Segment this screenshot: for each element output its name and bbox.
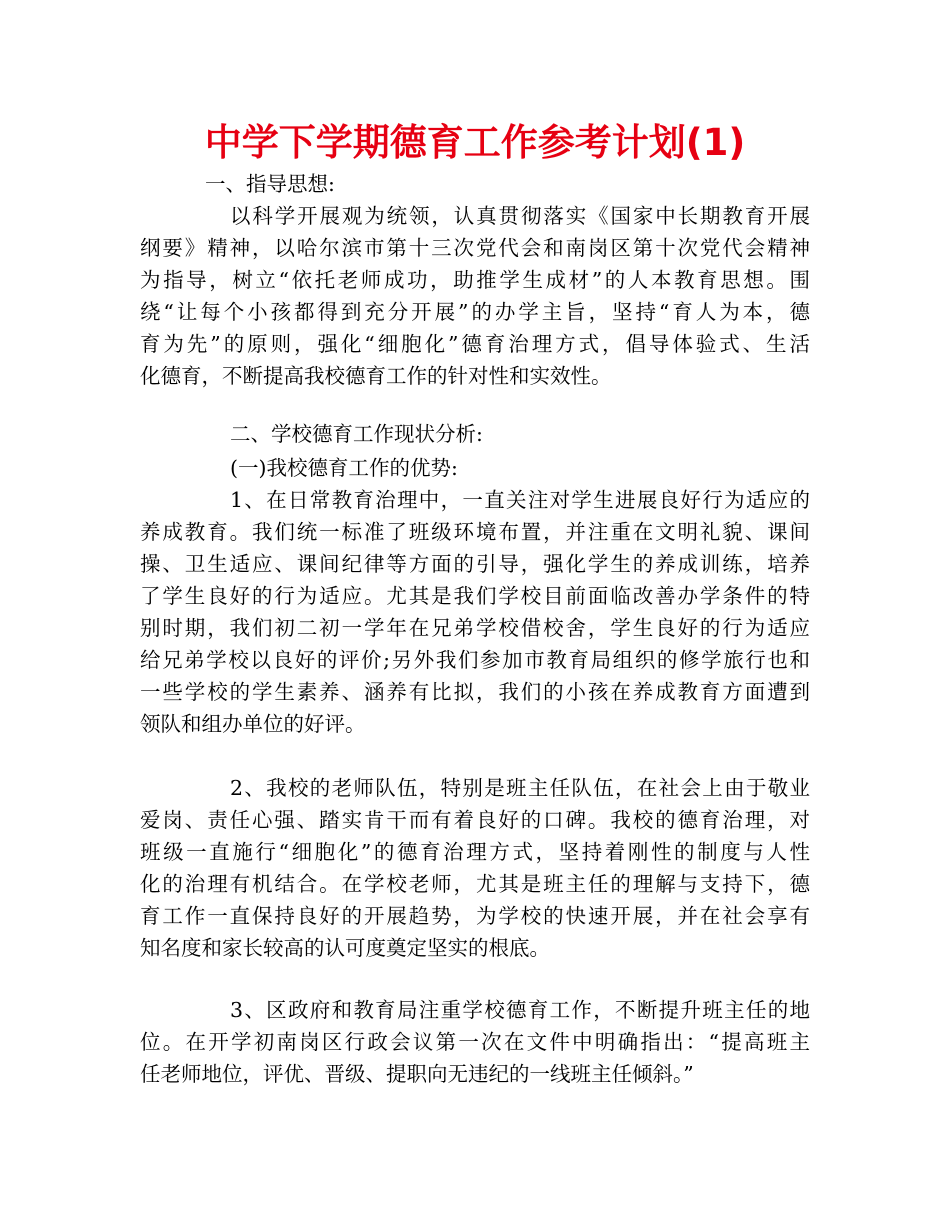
text-line: 养成教育。我们统一标准了班级环境布置，并注重在文明礼貌、课间 xyxy=(140,520,810,544)
text-line: 育工作一直保持良好的开展趋势，为学校的快速开展，并在社会享有 xyxy=(140,904,810,928)
paragraph-advantage-1 xyxy=(140,484,810,740)
text-line: 1、在日常教育治理中，一直关注对学生进展良好行为适应的 xyxy=(230,488,810,512)
text-line: 班级一直施行“细胞化”的德育治理方式，坚持着刚性的制度与人性 xyxy=(140,840,810,864)
text-line: 以科学开展观为统领，认真贯彻落实《国家中长期教育开展 xyxy=(230,204,810,228)
text-line: 操、卫生适应、课间纪律等方面的引导，强化学生的养成训练，培养 xyxy=(140,552,810,576)
text-line: 位。在开学初南岗区行政会议第一次在文件中明确指出：“提高班主 xyxy=(140,1030,810,1054)
section-heading-status-analysis xyxy=(140,418,810,450)
text-line: 给兄弟学校以良好的评价;另外我们参加市教育局组织的修学旅行也和 xyxy=(140,648,810,672)
subsection-heading-text: (一)我校德育工作的优势: xyxy=(230,456,458,480)
text-line: 了学生良好的行为适应。尤其是我们学校目前面临改善办学条件的特 xyxy=(140,584,810,608)
text-line: 纲要》精神，以哈尔滨市第十三次党代会和南岗区第十次党代会精神 xyxy=(140,236,810,260)
text-line: 爱岗、责任心强、踏实肯干而有着良好的口碑。我校的德育治理，对 xyxy=(140,808,810,832)
section-heading-text: 二、学校德育工作现状分析: xyxy=(230,422,483,446)
paragraph-advantage-2 xyxy=(140,772,810,964)
text-line: 领队和组办单位的好评。 xyxy=(140,712,366,736)
section-heading-guiding-ideology: 一、指导思想: xyxy=(205,172,335,196)
text-line: 一些学校的学生素养、涵养有比拟，我们的小孩在养成教育方面遭到 xyxy=(140,680,810,704)
paragraph-advantage-3 xyxy=(140,994,810,1090)
text-line: 3、区政府和教育局注重学校德育工作，不断提升班主任的地 xyxy=(230,998,810,1022)
subsection-heading-advantages xyxy=(140,452,810,484)
text-line: 绕“让每个小孩都得到充分开展”的办学主旨，坚持“育人为本，德 xyxy=(140,300,810,324)
paragraph-guiding-ideology xyxy=(140,200,810,392)
text-line: 知名度和家长较高的认可度奠定坚实的根底。 xyxy=(140,936,550,960)
text-line: 任老师地位，评优、晋级、提职向无违纪的一线班主任倾斜。” xyxy=(140,1062,694,1086)
text-line: 2、我校的老师队伍，特别是班主任队伍，在社会上由于敬业 xyxy=(230,776,810,800)
text-line: 育为先”的原则，强化“细胞化”德育治理方式，倡导体验式、生活 xyxy=(140,332,810,356)
text-line: 别时期，我们初二初一学年在兄弟学校借校舍，学生良好的行为适应 xyxy=(140,616,810,640)
document-title: 中学下学期德育工作参考计划(1) xyxy=(204,121,746,164)
text-line: 化德育，不断提高我校德育工作的针对性和实效性。 xyxy=(140,364,612,388)
text-line: 化的治理有机结合。在学校老师，尤其是班主任的理解与支持下，德 xyxy=(140,872,810,896)
text-line: 为指导，树立“依托老师成功，助推学生成材”的人本教育思想。围 xyxy=(140,268,810,292)
